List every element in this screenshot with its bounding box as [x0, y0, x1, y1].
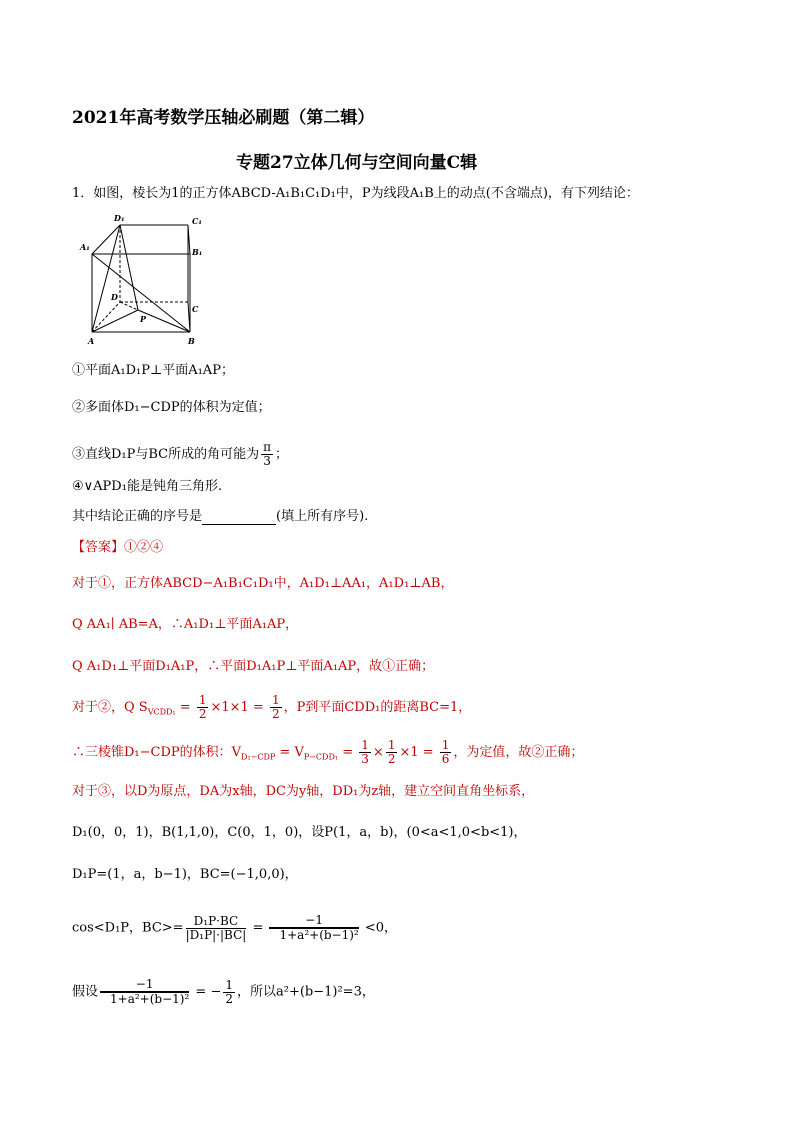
frac-one-half-a: $\frac{1}{2}$: [198, 693, 207, 721]
statement-4: ④∨APD₁能是钝角三角形.: [72, 479, 223, 494]
statement-3: ③直线D₁P与BC所成的角可能为 $\frac{\pi}{3}$ ；: [72, 440, 289, 468]
frac-cos-value: $\frac{-1}{\text{1+a²+(b−1)²}}$: [269, 914, 358, 942]
label-b: B: [188, 336, 195, 346]
label-d1: D₁: [114, 213, 125, 223]
label-c: C: [192, 304, 199, 314]
frac-one-half-c: $\frac{1}{2}$: [387, 738, 396, 766]
answer-label: 【答案】①②④: [72, 540, 164, 555]
solution-line-8: D₁P=(1，a，b−1)，BC=(−1,0,0)，: [72, 867, 298, 882]
statement-2: ②多面体D₁−CDP的体积为定值；: [72, 400, 271, 415]
solution-line-6: 对于③，以D为原点，DA为x轴，DC为y轴，DD₁为z轴，建立空间直角坐标系，: [72, 784, 535, 799]
solution-line-7: D₁(0，0，1)，B(1,1,0)，C(0，1，0)，设P(1，a，b)，(0<a<1,0<b<1)，: [72, 825, 527, 840]
cube-figure: [78, 210, 218, 350]
frac-dot-product: $\frac{\text{D₁P·BC}}{\text{|D₁P|·|BC|}}$: [185, 913, 247, 942]
pi-over-3: $\frac{\pi}{3}$: [263, 440, 272, 468]
solution-line-4: 对于②，Q $S_{VCDD_1}$ = $\frac{1}{2}$ ×1×1 = $\frac{1}{2}$ ，P到平面CDD₁的距离BC=1，: [72, 693, 472, 721]
frac-one-third: $\frac{1}{3}$: [361, 738, 369, 766]
document-title: 2021年高考数学压轴必刷题（第二辑）: [72, 108, 375, 128]
solution-line-10: 假设 $\frac{-1}{\text{1+a²+(b−1)²}}$ = − $\frac{1}{2}$ ，所以a²+(b−1)²=3，: [72, 977, 375, 1006]
frac-one-sixth: $\frac{1}{6}$: [441, 738, 450, 766]
solution-line-9: cos<D₁P，BC>= $\frac{\text{D₁P·BC}}{\text{|D₁P|·|BC|}}$ = $\frac{-1}{\text{1+a²+(b−1)²}}$ <0，: [72, 913, 398, 942]
problem-stem: 1．如图，棱长为1的正方体ABCD-A₁B₁C₁D₁中，P为线段A₁B上的动点(不含端点)，有下列结论：: [72, 186, 639, 201]
label-a: A: [88, 336, 95, 346]
solution-line-1: 对于①，正方体ABCD−A₁B₁C₁D₁中，A₁D₁⊥AA₁，A₁D₁⊥AB，: [72, 576, 454, 591]
statement-1: ①平面A₁D₁P⊥平面A₁AP；: [72, 363, 234, 378]
section-title: 专题27立体几何与空间向量C辑: [236, 153, 478, 173]
label-d: D: [111, 292, 118, 302]
answer-blank: [202, 511, 276, 525]
question-line: 其中结论正确的序号是 (填上所有序号).: [72, 509, 369, 524]
label-p: P: [140, 314, 147, 324]
frac-neg-half: $\frac{1}{2}$: [225, 977, 233, 1006]
solution-line-3: Q A₁D₁⊥平面D₁A₁P，∴平面D₁A₁P⊥平面A₁AP，故①正确；: [72, 659, 435, 674]
label-a1: A₁: [80, 242, 90, 252]
label-b1: B₁: [192, 247, 203, 257]
frac-assume: $\frac{-1}{\text{1+a²+(b−1)²}}$: [100, 978, 189, 1006]
label-c1: C₁: [192, 216, 202, 226]
solution-line-2: Q AA₁∣ AB=A，∴A₁D₁⊥平面A₁AP，: [72, 617, 299, 632]
solution-line-5: ∴三棱锥D₁−CDP的体积：$V_{D_1-CDP} = V_{P-CDD_1}$ = $\frac{1}{3}$ × $\frac{1}{2}$ ×1 = $\frac{1}{6}$ ，为定值，故②正确；: [72, 738, 584, 766]
frac-one-half-b: $\frac{1}{2}$: [271, 693, 280, 721]
